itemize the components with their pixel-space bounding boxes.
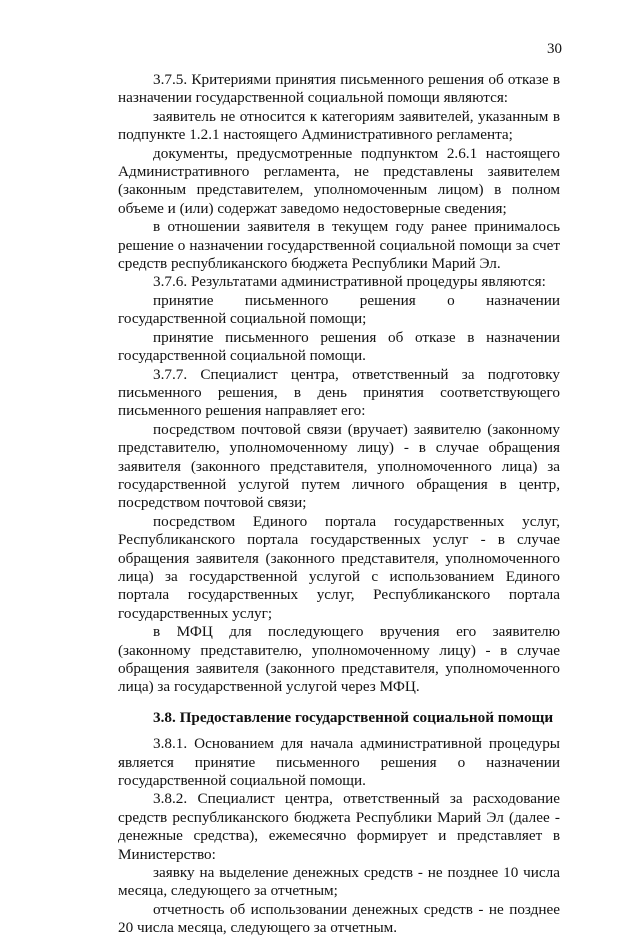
section-heading-3-8: 3.8. Предоставление государственной социальной помощи xyxy=(153,708,554,726)
paragraph-3-8-1: 3.8.1. Основанием для начала административной процедуры является принятие письменного решения о назначении государственной социальной помощи. xyxy=(118,735,560,790)
result-approval-paragraph: принятие письменного решения о назначении государственной социальной помощи; xyxy=(118,291,560,328)
result-refusal-paragraph: принятие письменного решения об отказе в назначении государственной социальной помощи. xyxy=(118,328,560,365)
criterion-documents-paragraph: документы, предусмотренные подпунктом 2.6.1 настоящего Административного регламента, не представлены заявителем (законным представителем, уполномоченным лицом) в полном объеме и (или) содержат заведомо недостоверные сведения; xyxy=(118,144,560,217)
paragraph-3-8-2: 3.8.2. Специалист центра, ответственный за расходование средств республиканского бюджета Республики Марий Эл (далее - денежные средства), ежемесячно формирует и представляет в Министерство: xyxy=(118,790,560,863)
paragraph-3-7-7: 3.7.7. Специалист центра, ответственный за подготовку письменного решения, в день принятия соответствующего письменного решения направляет его: xyxy=(118,365,560,420)
delivery-portal-paragraph: посредством Единого портала государственных услуг, Республиканского портала государственных услуг - в случае обращения заявителя (законного представителя, уполномоченного лица) за государственной услугой с использованием Единого портала государственных услуг, Республиканского портала государственных услуг; xyxy=(118,512,560,622)
criterion-category-paragraph: заявитель не относится к категориям заявителей, указанным в подпункте 1.2.1 настоящего Административного регламента; xyxy=(118,107,560,144)
delivery-mfc-paragraph: в МФЦ для последующего вручения его заявителю (законному представителю, уполномоченному лицу) - в случае обращения заявителя (законного представителя, уполномоченного лица) за государственной услугой через МФЦ. xyxy=(118,623,560,696)
criterion-prior-decision-paragraph: в отношении заявителя в текущем году ранее принималось решение о назначении государственной социальной помощи за счет средств республиканского бюджета Республики Марий Эл. xyxy=(118,218,560,273)
paragraph-3-7-5: 3.7.5. Критериями принятия письменного решения об отказе в назначении государственной социальной помощи являются: xyxy=(118,71,560,107)
delivery-postal-paragraph: посредством почтовой связи (вручает) заявителю (законному представителю, уполномоченному лицу) - в случае обращения заявителя (законного представителя, уполномоченного лица) за государственной услугой путем личного обращения в центр, посредством почтовой связи; xyxy=(118,420,560,512)
funding-request-paragraph: заявку на выделение денежных средств - не позднее 10 числа месяца, следующего за отчетным; xyxy=(118,864,560,900)
document-body xyxy=(118,71,560,938)
paragraph-3-7-6: 3.7.6. Результатами административной процедуры являются: xyxy=(153,273,546,291)
funding-report-paragraph: отчетность об использовании денежных средств - не позднее 20 числа месяца, следующего за отчетным. xyxy=(118,900,560,937)
page-number: 30 xyxy=(547,41,562,57)
